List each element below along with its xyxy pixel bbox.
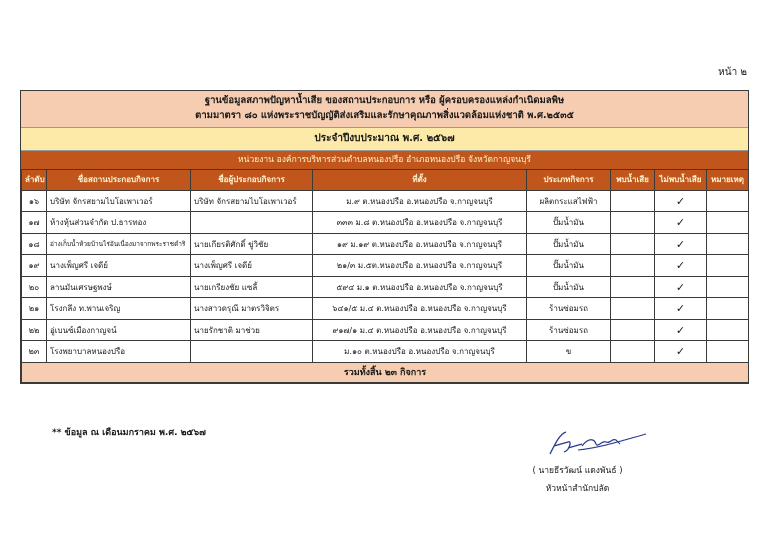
- row-not-found-check: ✓: [655, 319, 707, 341]
- signer-block: [505, 462, 650, 498]
- row-type: ผลิตกระแสไฟฟ้า: [527, 190, 611, 212]
- row-remark: [707, 255, 749, 277]
- row-address: ๑๙ ม.๑๙ ต.หนองปรือ อ.หนองปรือ จ.กาญจนบุรี: [313, 233, 527, 255]
- row-remark: [707, 233, 749, 255]
- data-sheet: [20, 90, 749, 384]
- total-row: [22, 362, 749, 382]
- table-row: [22, 255, 749, 277]
- table-row: [22, 212, 749, 234]
- business-table: [21, 169, 749, 383]
- report-subtitle: ตามมาตรา ๘๐ แห่งพระราชบัญญัติส่งเสริมและรักษาคุณภาพสิ่งแวดล้อมแห่งชาติ พ.ศ.๒๕๓๕: [21, 108, 748, 127]
- row-found: [611, 212, 655, 234]
- row-owner: [191, 341, 313, 363]
- row-remark: [707, 341, 749, 363]
- col-header-business: ชื่อสถานประกอบกิจการ: [47, 169, 191, 190]
- col-header-remark: หมายเหตุ: [707, 169, 749, 190]
- table-row: [22, 233, 749, 255]
- row-found: [611, 319, 655, 341]
- row-not-found-check: ✓: [655, 341, 707, 363]
- row-no: ๒๓: [22, 341, 47, 363]
- row-no: ๒๐: [22, 276, 47, 298]
- row-address: ม.๙ ต.หนองปรือ อ.หนองปรือ จ.กาญจนบุรี: [313, 190, 527, 212]
- row-address: ๓๓๓ ม.๘ ต.หนองปรือ อ.หนองปรือ จ.กาญจนบุรี: [313, 212, 527, 234]
- handwritten-signature: [548, 428, 648, 458]
- row-owner: บริษัท จักรสยามไบโอเพาเวอร์: [191, 190, 313, 212]
- row-address: ๕๙๔ ม.๑ ต.หนองปรือ อ.หนองปรือ จ.กาญจนบุรี: [313, 276, 527, 298]
- table-header-row: [22, 169, 749, 190]
- row-business: ลานมันเศรษฐพงษ์: [47, 276, 191, 298]
- row-owner: นายรักชาติ มาช่วย: [191, 319, 313, 341]
- row-no: ๒๒: [22, 319, 47, 341]
- row-no: ๑๖: [22, 190, 47, 212]
- row-found: [611, 190, 655, 212]
- row-remark: [707, 319, 749, 341]
- row-type: ปั๊มน้ำมัน: [527, 255, 611, 277]
- col-header-owner: ชื่อผู้ประกอบกิจการ: [191, 169, 313, 190]
- row-no: ๑๘: [22, 233, 47, 255]
- report-title: ฐานข้อมูลสภาพปัญหาน้ำเสีย ของสถานประกอบการ หรือ ผู้ครอบครองแหล่งกำเนิดมลพิษ: [21, 91, 748, 108]
- row-remark: [707, 190, 749, 212]
- row-business: บริษัท จักรสยามไบโอเพาเวอร์: [47, 190, 191, 212]
- row-business: ห้างหุ้นส่วนจำกัด ป.ธารทอง: [47, 212, 191, 234]
- row-address: ๙๑๗/๑ ม.๔ ต.หนองปรือ อ.หนองปรือ จ.กาญจนบุรี: [313, 319, 527, 341]
- row-business: อ่างเก็บน้ำห้วยบ้านไร่อันเนื่องมาจากพระราชดำริ: [47, 233, 191, 255]
- row-not-found-check: ✓: [655, 276, 707, 298]
- row-not-found-check: ✓: [655, 298, 707, 320]
- row-business: อู่เบนซ์เมืองกาญจน์: [47, 319, 191, 341]
- row-business: โรงกลึง ท.พานเจริญ: [47, 298, 191, 320]
- table-row: [22, 276, 749, 298]
- row-not-found-check: ✓: [655, 190, 707, 212]
- signer-name: ( นายธีรวัฒน์ แดงพันธ์ ): [532, 466, 623, 476]
- row-remark: [707, 212, 749, 234]
- row-owner: นายเกรียงชัย แซลี้: [191, 276, 313, 298]
- signer-title: หัวหน้าสำนักปลัด: [545, 484, 610, 494]
- total-label: รวมทั้งสิ้น ๒๓ กิจการ: [22, 362, 749, 382]
- row-owner: นางสาวดรุณี มาตรวิจิตร: [191, 298, 313, 320]
- row-not-found-check: ✓: [655, 255, 707, 277]
- row-business: นางเพ็ญศรี เจดีย์: [47, 255, 191, 277]
- table-row: [22, 190, 749, 212]
- row-not-found-check: ✓: [655, 233, 707, 255]
- row-found: [611, 276, 655, 298]
- row-owner: นายเกียรติศักดิ์ ขู่วิชัย: [191, 233, 313, 255]
- row-type: ข: [527, 341, 611, 363]
- col-header-type: ประเภทกิจการ: [527, 169, 611, 190]
- row-owner: นางเพ็ญศรี เจดีย์: [191, 255, 313, 277]
- row-address: ม.๑๐ ต.หนองปรือ อ.หนองปรือ จ.กาญจนบุรี: [313, 341, 527, 363]
- row-business: โรงพยาบาลหนองปรือ: [47, 341, 191, 363]
- row-type: ปั๊มน้ำมัน: [527, 233, 611, 255]
- row-not-found-check: ✓: [655, 212, 707, 234]
- table-row: [22, 298, 749, 320]
- table-row: [22, 341, 749, 363]
- col-header-found: พบน้ำเสีย: [611, 169, 655, 190]
- row-found: [611, 255, 655, 277]
- row-type: ปั๊มน้ำมัน: [527, 276, 611, 298]
- data-date-note: ** ข้อมูล ณ เดือนมกราคม พ.ศ. ๒๕๖๗: [52, 428, 206, 438]
- row-type: ปั๊มน้ำมัน: [527, 212, 611, 234]
- fiscal-year: ประจำปีงบประมาณ พ.ศ. ๒๕๖๗: [21, 128, 748, 151]
- row-remark: [707, 298, 749, 320]
- row-type: ร้านซ่อมรถ: [527, 298, 611, 320]
- col-header-address: ที่ตั้ง: [313, 169, 527, 190]
- col-header-no: ลำดับ: [22, 169, 47, 190]
- row-address: ๖๔๑/๕ ม.๔ ต.หนองปรือ อ.หนองปรือ จ.กาญจนบุรี: [313, 298, 527, 320]
- row-address: ๒๑/๓ ม.๕ต.หนองปรือ อ.หนองปรือ จ.กาญจนบุรี: [313, 255, 527, 277]
- row-found: [611, 341, 655, 363]
- row-type: ร้านซ่อมรถ: [527, 319, 611, 341]
- col-header-not-found: ไม่พบน้ำเสีย: [655, 169, 707, 190]
- row-no: ๑๗: [22, 212, 47, 234]
- row-found: [611, 298, 655, 320]
- row-remark: [707, 276, 749, 298]
- row-owner: [191, 212, 313, 234]
- page-number: หน้า ๒: [718, 67, 747, 78]
- row-no: ๑๙: [22, 255, 47, 277]
- row-no: ๒๑: [22, 298, 47, 320]
- row-found: [611, 233, 655, 255]
- agency-line: หน่วยงาน องค์การบริหารส่วนตำบลหนองปรือ อำเภอหนองปรือ จังหวัดกาญจนบุรี: [21, 151, 748, 169]
- table-row: [22, 319, 749, 341]
